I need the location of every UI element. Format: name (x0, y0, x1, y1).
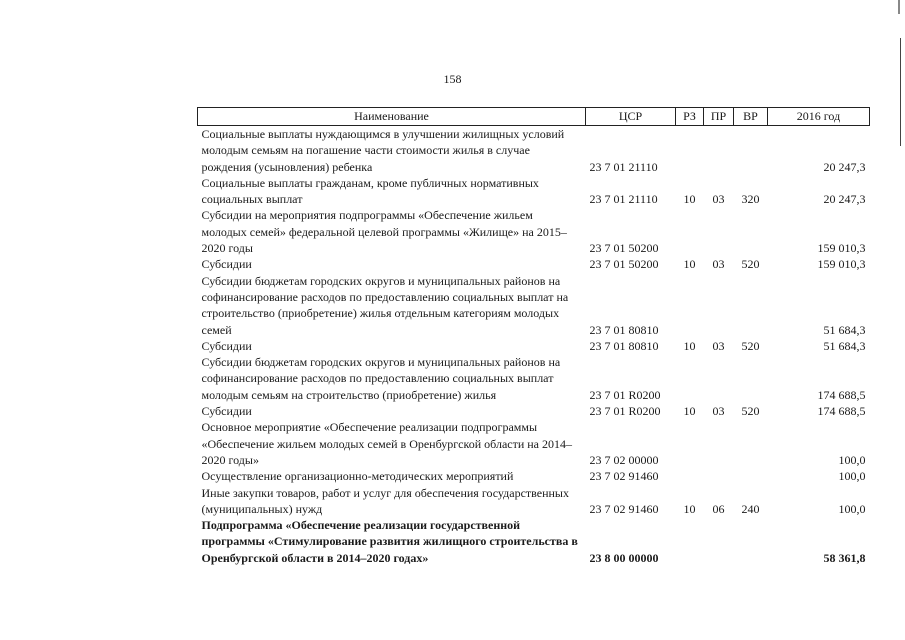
header-name: Наименование (198, 108, 586, 126)
table-row (198, 207, 870, 256)
cell-rz (676, 126, 704, 175)
cell-rz: 10 (683, 257, 696, 272)
cell-pr (704, 517, 734, 566)
cell-csr: 23 7 02 91460 (589, 469, 659, 484)
table-row (198, 517, 870, 566)
cell-name: Субсидии бюджетам городских округов и муниципальных районов на софинансирование расходов по предоставлению социальных выплат молодым семьям на строительство (приобретение) жилья (201, 355, 561, 402)
cell-name: Субсидии (201, 404, 252, 419)
table-row (198, 175, 870, 208)
header-sum: 2016 год (768, 108, 870, 126)
table-row (198, 126, 870, 175)
cell-sum: 58 361,8 (823, 550, 866, 565)
cell-pr (704, 273, 734, 338)
cell-rz (676, 273, 704, 338)
cell-vr (734, 517, 768, 566)
header-pr: ПР (704, 108, 734, 126)
cell-sum: 159 010,3 (817, 257, 866, 272)
cell-name: Субсидии (201, 257, 252, 272)
table-row (198, 485, 870, 518)
cell-pr (704, 354, 734, 403)
cell-vr (734, 354, 768, 403)
cell-csr: 23 7 01 50200 (589, 257, 659, 272)
cell-name: Субсидии бюджетам городских округов и муниципальных районов на софинансирование расходов по предоставлению социальных выплат на строительство (приобретение) жилья отдельным категориям молодых семей (201, 273, 569, 337)
header-csr: ЦСР (586, 108, 676, 126)
cell-name: Социальные выплаты гражданам, кроме публичных нормативных социальных выплат (201, 175, 539, 207)
cell-pr (704, 207, 734, 256)
cell-vr (734, 468, 768, 484)
cell-vr (734, 419, 768, 468)
cell-vr: 520 (741, 338, 760, 353)
cell-csr: 23 7 01 80810 (589, 338, 659, 353)
cell-rz (676, 207, 704, 256)
table-header-row (198, 108, 870, 126)
cell-csr: 23 7 01 21110 (589, 159, 658, 174)
cell-vr: 320 (741, 192, 760, 207)
cell-rz: 10 (683, 338, 696, 353)
cell-vr (734, 207, 768, 256)
cell-sum: 20 247,3 (823, 192, 866, 207)
cell-rz: 10 (683, 501, 696, 516)
cell-rz: 10 (683, 404, 696, 419)
table-row (198, 403, 870, 419)
cell-rz (676, 419, 704, 468)
cell-sum: 100,0 (838, 469, 866, 484)
header-vr: ВР (734, 108, 768, 126)
scan-artifact-top (898, 0, 900, 14)
cell-pr: 03 (712, 192, 725, 207)
table-row (198, 338, 870, 354)
cell-rz (676, 468, 704, 484)
table-row (198, 468, 870, 484)
cell-pr: 06 (712, 501, 725, 516)
cell-csr: 23 7 01 R0200 (589, 404, 661, 419)
cell-csr: 23 8 00 00000 (589, 550, 659, 565)
cell-rz: 10 (683, 192, 696, 207)
cell-csr: 23 7 01 R0200 (589, 387, 661, 402)
cell-name: Осуществление организационно-методических мероприятий (201, 469, 514, 484)
cell-name: Субсидии (201, 338, 252, 353)
cell-vr: 240 (741, 501, 760, 516)
cell-pr: 03 (712, 404, 725, 419)
cell-sum: 174 688,5 (817, 404, 866, 419)
table-row (198, 256, 870, 272)
cell-vr: 520 (741, 404, 760, 419)
cell-pr: 03 (712, 338, 725, 353)
cell-sum: 159 010,3 (817, 241, 866, 256)
table-body (198, 126, 870, 567)
cell-csr: 23 7 01 80810 (589, 322, 659, 337)
cell-pr: 03 (712, 257, 725, 272)
cell-pr (704, 468, 734, 484)
cell-csr: 23 7 02 00000 (589, 452, 659, 467)
scan-edge-line (900, 38, 901, 146)
cell-name: Основное мероприятие «Обеспечение реализации подпрограммы «Обеспечение жильем молодых семей в Оренбургской области на 2014–2020 годы» (201, 420, 573, 467)
cell-vr (734, 273, 768, 338)
cell-sum: 51 684,3 (823, 338, 866, 353)
cell-name: Социальные выплаты нуждающимся в улучшении жилищных условий молодым семьям на погашение части стоимости жилья в случае рождения (усыновления) ребенка (201, 127, 565, 174)
cell-csr: 23 7 01 50200 (589, 241, 659, 256)
cell-pr (704, 419, 734, 468)
header-rz: РЗ (676, 108, 704, 126)
cell-rz (676, 354, 704, 403)
cell-name: Иные закупки товаров, работ и услуг для обеспечения государственных (муниципальных) нужд (201, 485, 569, 516)
cell-sum: 51 684,3 (823, 322, 866, 337)
cell-sum: 20 247,3 (823, 159, 866, 174)
cell-pr (704, 126, 734, 175)
cell-csr: 23 7 02 91460 (589, 501, 659, 516)
cell-name: Подпрограмма «Обеспечение реализации государственной программы «Стимулирование развития жилищного строительства в Оренбургской области в 2014–2020 годах» (201, 518, 578, 565)
table-row (198, 354, 870, 403)
cell-vr: 520 (741, 257, 760, 272)
budget-table (197, 107, 870, 566)
cell-sum: 100,0 (838, 452, 866, 467)
cell-sum: 100,0 (838, 501, 866, 516)
page-number: 158 (443, 72, 462, 86)
cell-sum: 174 688,5 (817, 387, 866, 402)
cell-csr: 23 7 01 21110 (589, 192, 658, 207)
table-row (198, 419, 870, 468)
cell-vr (734, 126, 768, 175)
cell-name: Субсидии на мероприятия подпрограммы «Обеспечение жильем молодых семей» федеральной целевой программы «Жилище» на 2015–2020 годы (201, 208, 567, 256)
table-row (198, 273, 870, 338)
cell-rz (676, 517, 704, 566)
